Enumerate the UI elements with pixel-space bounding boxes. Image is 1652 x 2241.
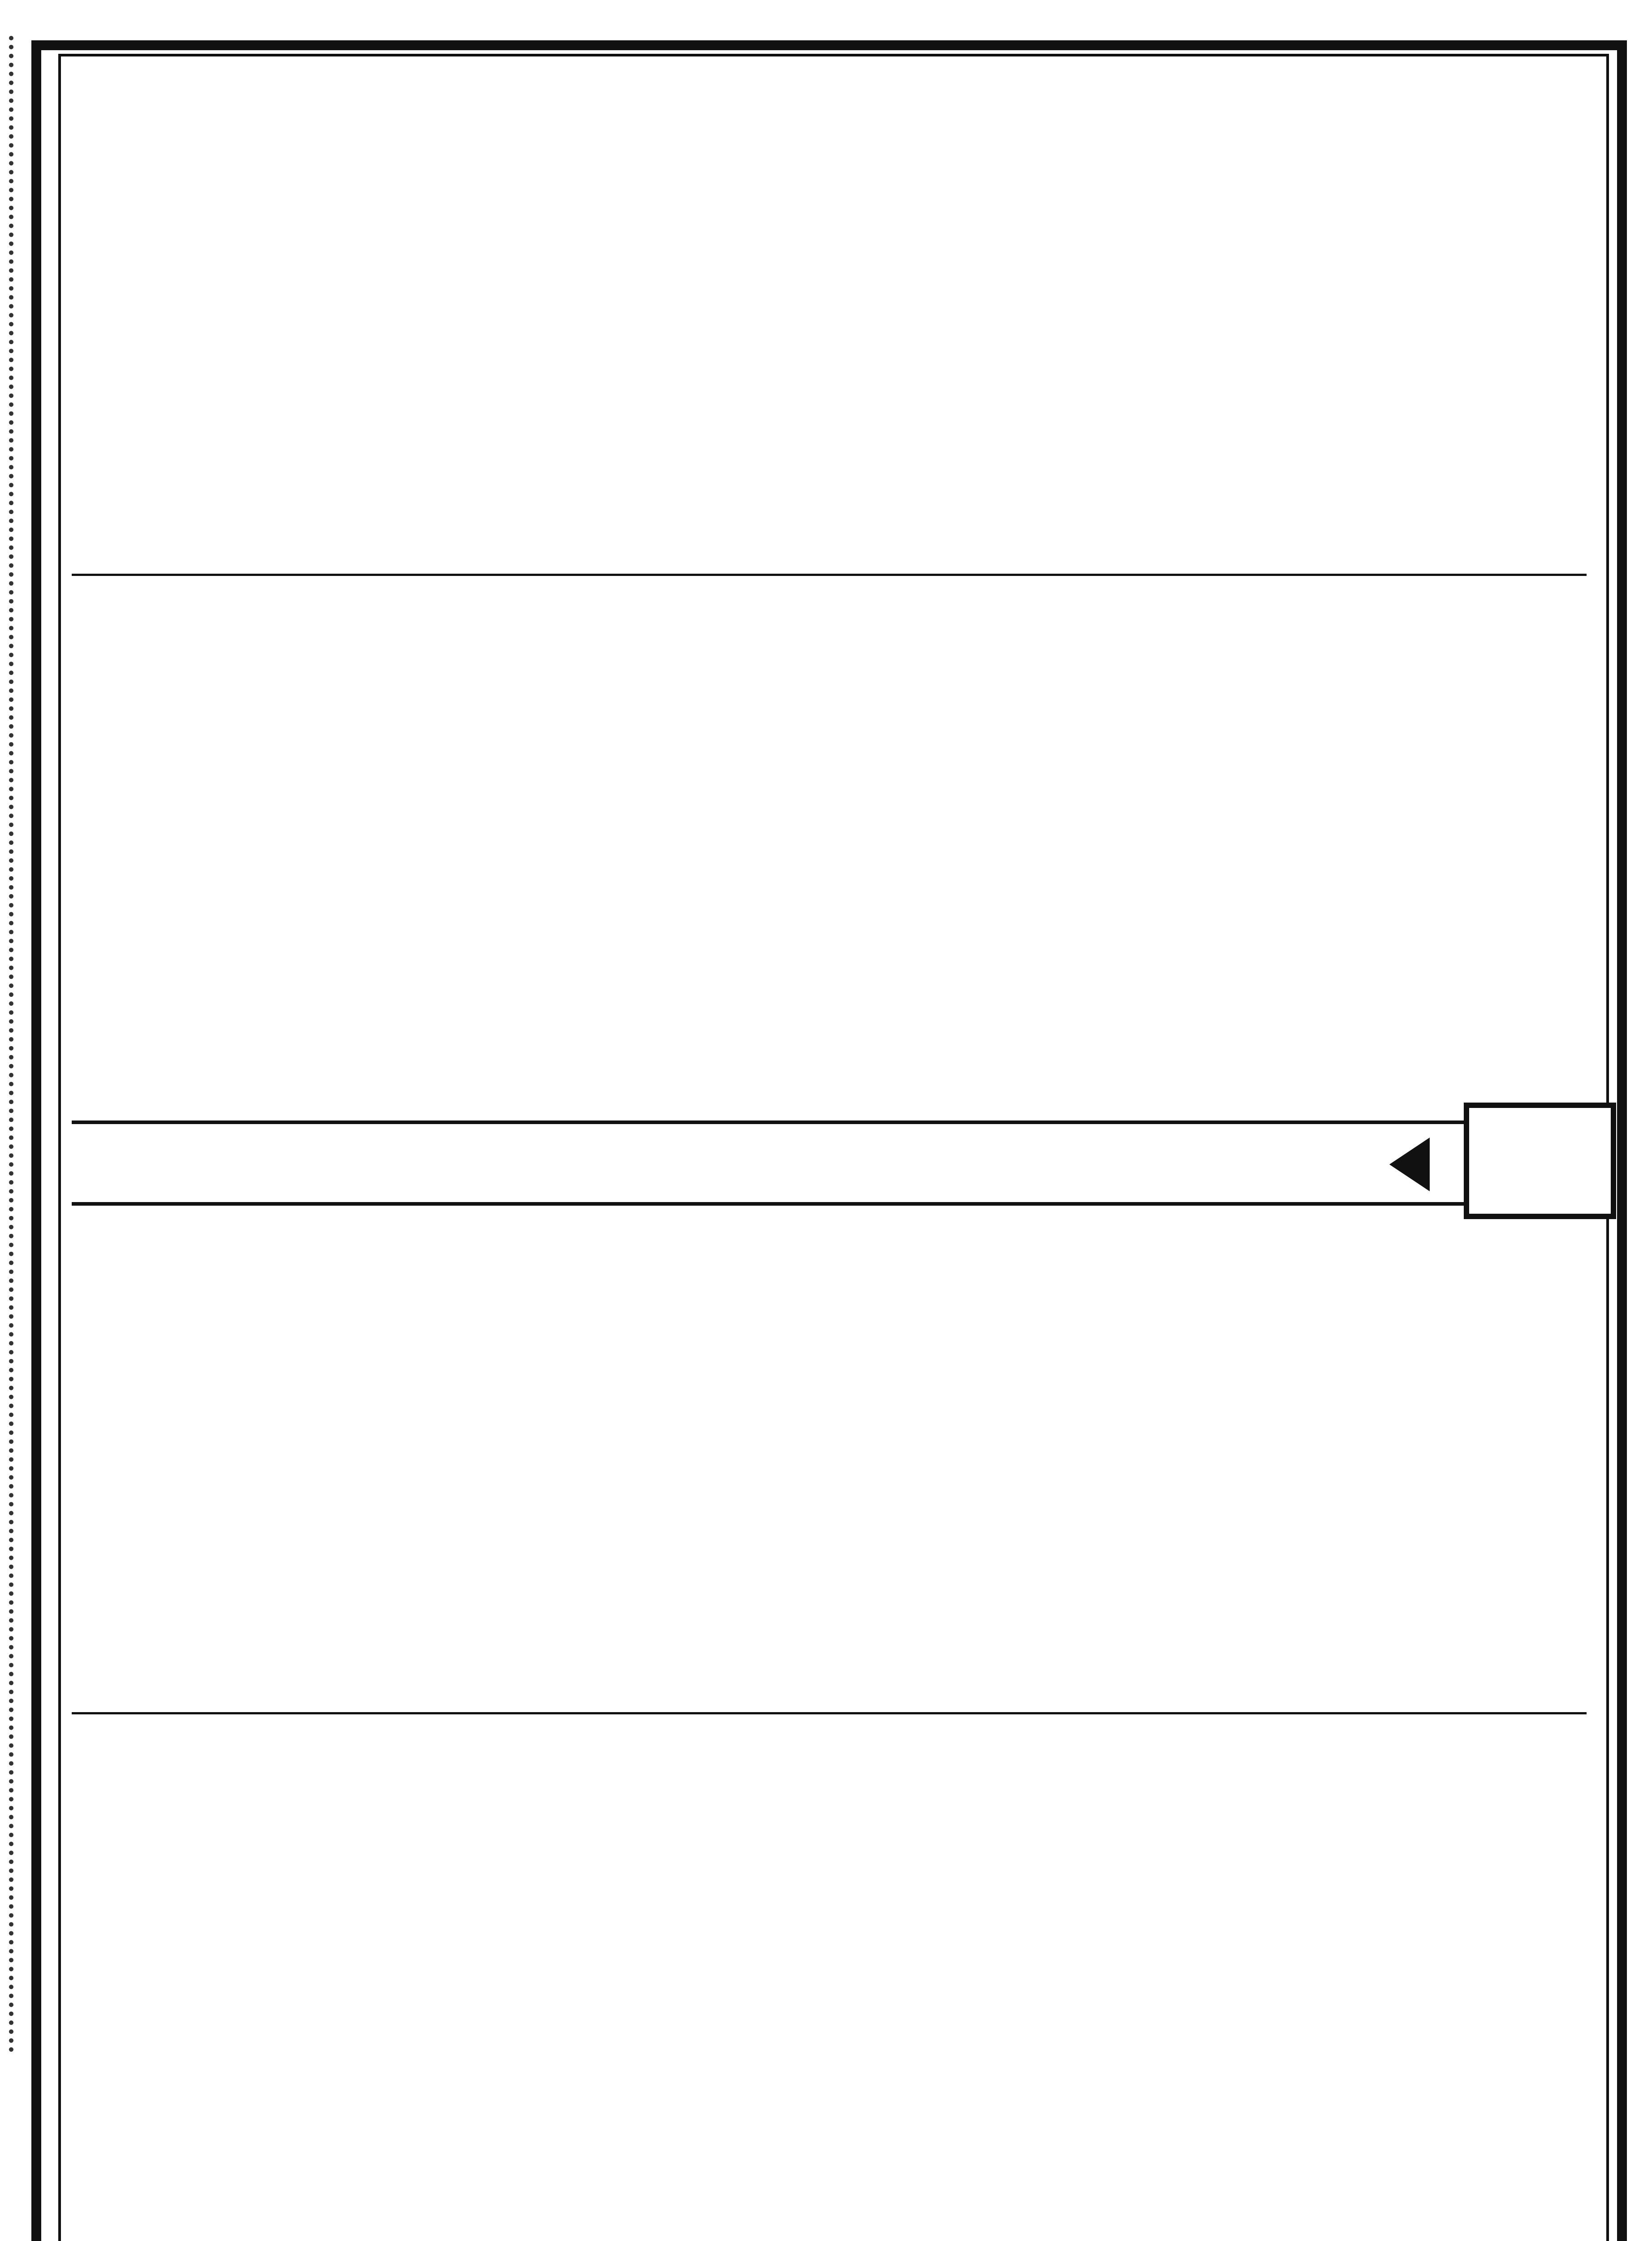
page [9, 9, 1643, 2241]
top-mid-rule [72, 574, 1587, 576]
page-edge-speckle [9, 36, 25, 2053]
bottom-table [72, 1192, 1587, 2241]
bottom-mid-rule [72, 1712, 1587, 1714]
fish-tail-mark [1389, 1138, 1430, 1191]
top-table [72, 67, 1587, 1129]
